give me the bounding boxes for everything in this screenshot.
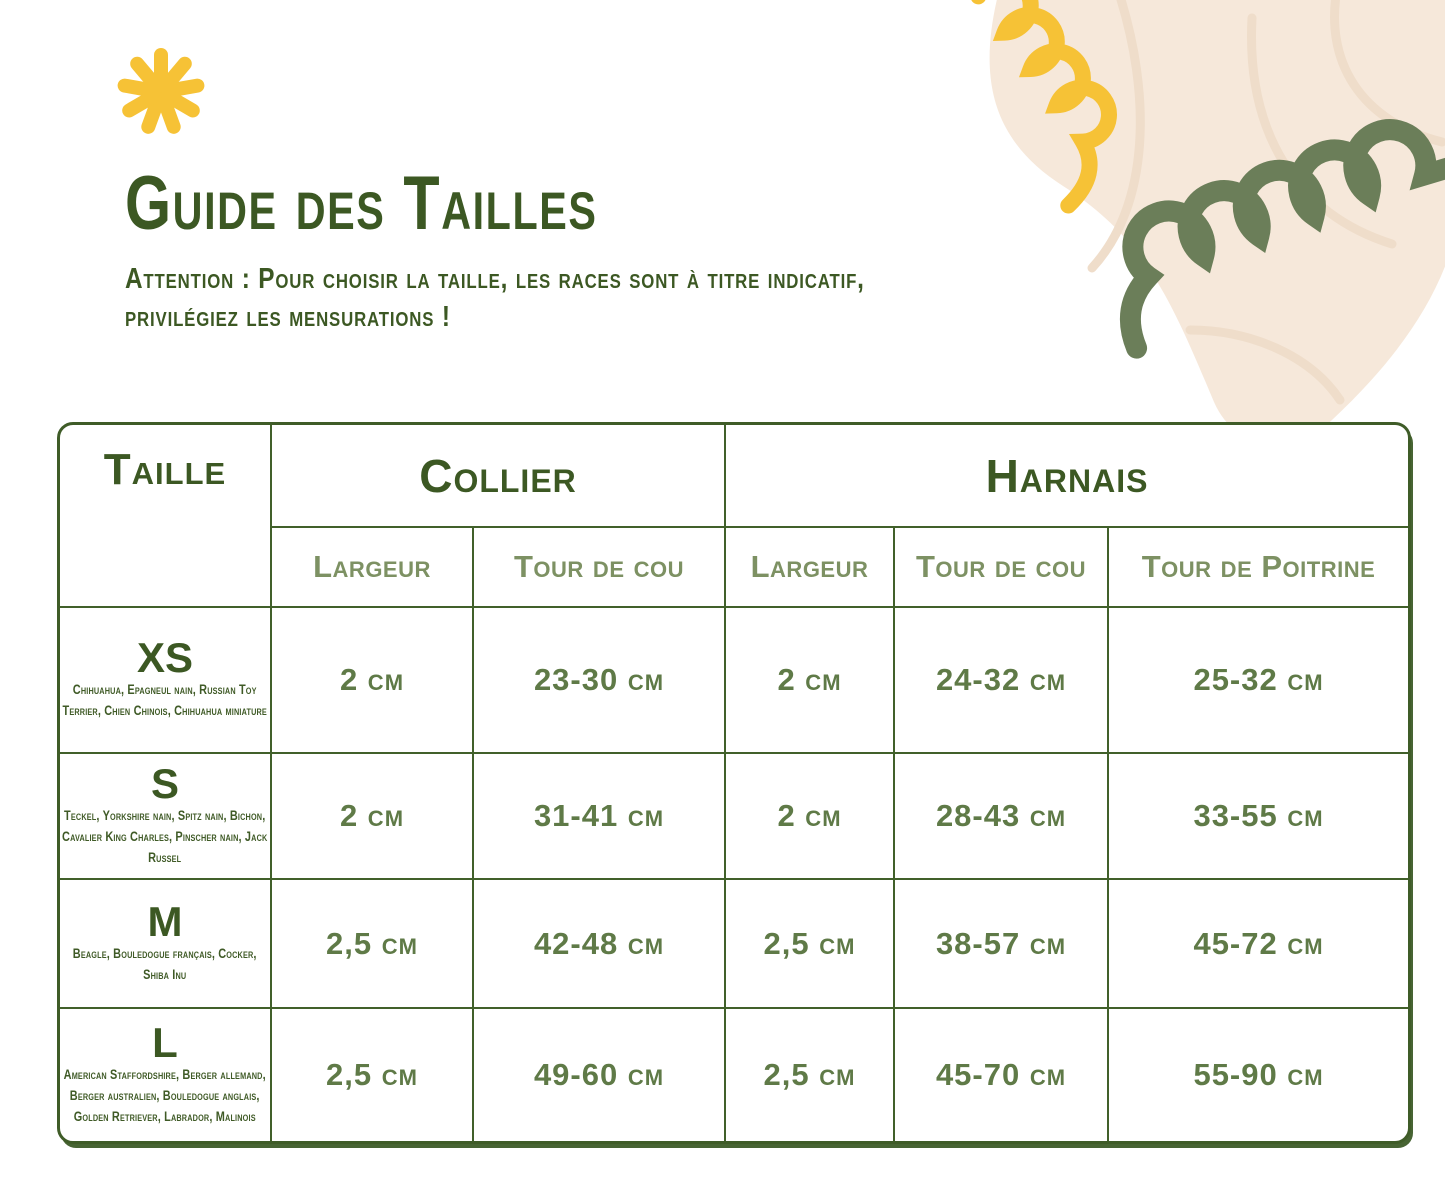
s-harnais-largeur: 2 cm (725, 753, 894, 879)
size-cell-xs (60, 607, 271, 753)
breeds-list: American Staffordshire, Berger allemand, Berger australien, Bouledogue anglais, Golden Retriever, Labrador, Malinois (63, 1066, 267, 1124)
header (125, 162, 1006, 336)
table-row-s (60, 753, 1408, 879)
size-label: S (150, 759, 179, 807)
breeds-list: Chihuahua, Epagneul nain, Russian Toy Terrier, Chien Chinois, Chihuahua miniature (62, 682, 268, 719)
size-table (60, 425, 1408, 1141)
l-harnais-largeur: 2,5 cm (725, 1008, 894, 1141)
xs-harnais-tour-poitrine: 25-32 cm (1108, 607, 1408, 753)
xs-harnais-largeur: 2 cm (725, 607, 894, 753)
m-harnais-largeur: 2,5 cm (725, 879, 894, 1008)
l-harnais-tour-cou: 45-70 cm (894, 1008, 1108, 1141)
l-collier-tour-cou: 49-60 cm (473, 1008, 725, 1141)
size-cell-s (60, 753, 271, 879)
green-coil-icon (1083, 70, 1445, 350)
size-label: M (147, 897, 183, 945)
subheader-harnais-largeur: Largeur (725, 527, 894, 607)
breeds-list: Teckel, Yorkshire nain, Spitz nain, Bichon, Cavalier King Charles, Pinscher nain, Jack Russel (62, 807, 268, 865)
xs-collier-largeur: 2 cm (271, 607, 473, 753)
page-title: Guide des Tailles (125, 161, 598, 246)
warning-line-2: privilégiez les mensurations ! (125, 300, 451, 333)
xs-harnais-tour-cou: 24-32 cm (894, 607, 1108, 753)
header-row (60, 425, 1408, 527)
subheader-collier-tour-cou: Tour de cou (473, 527, 725, 607)
s-collier-largeur: 2 cm (271, 753, 473, 879)
header-harnais: Harnais (725, 425, 1408, 527)
warning-line-1: Attention : Pour choisir la taille, les races sont à titre indicatif, (125, 262, 865, 295)
header-taille: Taille (60, 425, 271, 607)
size-table-container (57, 422, 1411, 1144)
header-collier: Collier (271, 425, 725, 527)
s-harnais-tour-cou: 28-43 cm (894, 753, 1108, 879)
s-collier-tour-cou: 31-41 cm (473, 753, 725, 879)
table-row-l (60, 1008, 1408, 1141)
table-row-m (60, 879, 1408, 1008)
m-harnais-tour-poitrine: 45-72 cm (1108, 879, 1408, 1008)
size-label: L (152, 1018, 178, 1066)
size-label: XS (136, 634, 194, 682)
yellow-sunburst-icon (125, 55, 198, 127)
subheader-harnais-tour-cou: Tour de cou (894, 527, 1108, 607)
breeds-list: Beagle, Bouledogue français, Cocker, Shiba Inu (73, 945, 257, 982)
l-harnais-tour-poitrine: 55-90 cm (1108, 1008, 1408, 1141)
xs-collier-tour-cou: 23-30 cm (473, 607, 725, 753)
m-collier-largeur: 2,5 cm (271, 879, 473, 1008)
m-collier-tour-cou: 42-48 cm (473, 879, 725, 1008)
size-cell-m (60, 879, 271, 1008)
beige-blob-shape (990, 0, 1445, 445)
subheader-collier-largeur: Largeur (271, 527, 473, 607)
warning-text (125, 260, 865, 337)
s-harnais-tour-poitrine: 33-55 cm (1108, 753, 1408, 879)
subheader-harnais-tour-poitrine: Tour de Poitrine (1108, 527, 1408, 607)
l-collier-largeur: 2,5 cm (271, 1008, 473, 1141)
table-row-xs (60, 607, 1408, 753)
m-harnais-tour-cou: 38-57 cm (894, 879, 1108, 1008)
size-cell-l (60, 1008, 271, 1141)
